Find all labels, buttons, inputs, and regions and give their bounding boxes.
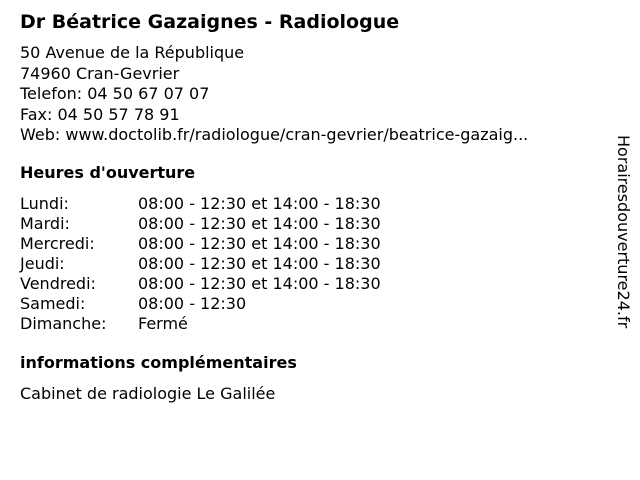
day-hours: 08:00 - 12:30 et 14:00 - 18:30 — [138, 254, 381, 273]
website: Web: www.doctolib.fr/radiologue/cran-gevrier/beatrice-gazaig... — [20, 125, 529, 144]
day-label: Samedi: — [20, 294, 86, 313]
city-postal: 74960 Cran-Gevrier — [20, 63, 180, 83]
day-hours: 08:00 - 12:30 et 14:00 - 18:30 — [138, 234, 381, 253]
day-label: Jeudi: — [20, 254, 65, 273]
day-label: Mercredi: — [20, 234, 95, 253]
contact-block — [20, 43, 528, 146]
day-hours: 08:00 - 12:30 — [138, 294, 247, 313]
phone-number: Telefon: 04 50 67 07 07 — [20, 84, 210, 103]
fax-number: Fax: 04 50 57 78 91 — [20, 104, 180, 124]
day-hours: 08:00 - 12:30 et 14:00 - 18:30 — [138, 274, 381, 293]
day-label: Lundi: — [20, 194, 69, 213]
day-hours: 08:00 - 12:30 et 14:00 - 18:30 — [138, 214, 381, 233]
day-hours: Fermé — [138, 314, 188, 333]
info-heading: informations complémentaires — [20, 353, 297, 372]
day-label: Vendredi: — [20, 274, 96, 293]
day-label: Mardi: — [20, 214, 70, 233]
page-title: Dr Béatrice Gazaignes - Radiologue — [20, 11, 400, 33]
street-address: 50 Avenue de la République — [20, 43, 245, 62]
day-hours: 08:00 - 12:30 et 14:00 - 18:30 — [138, 194, 381, 213]
info-text: Cabinet de radiologie Le Galilée — [20, 384, 276, 403]
site-watermark: Horairesdouverture24.fr — [614, 135, 633, 329]
day-label: Dimanche: — [20, 314, 107, 333]
hours-heading: Heures d'ouverture — [20, 163, 196, 182]
